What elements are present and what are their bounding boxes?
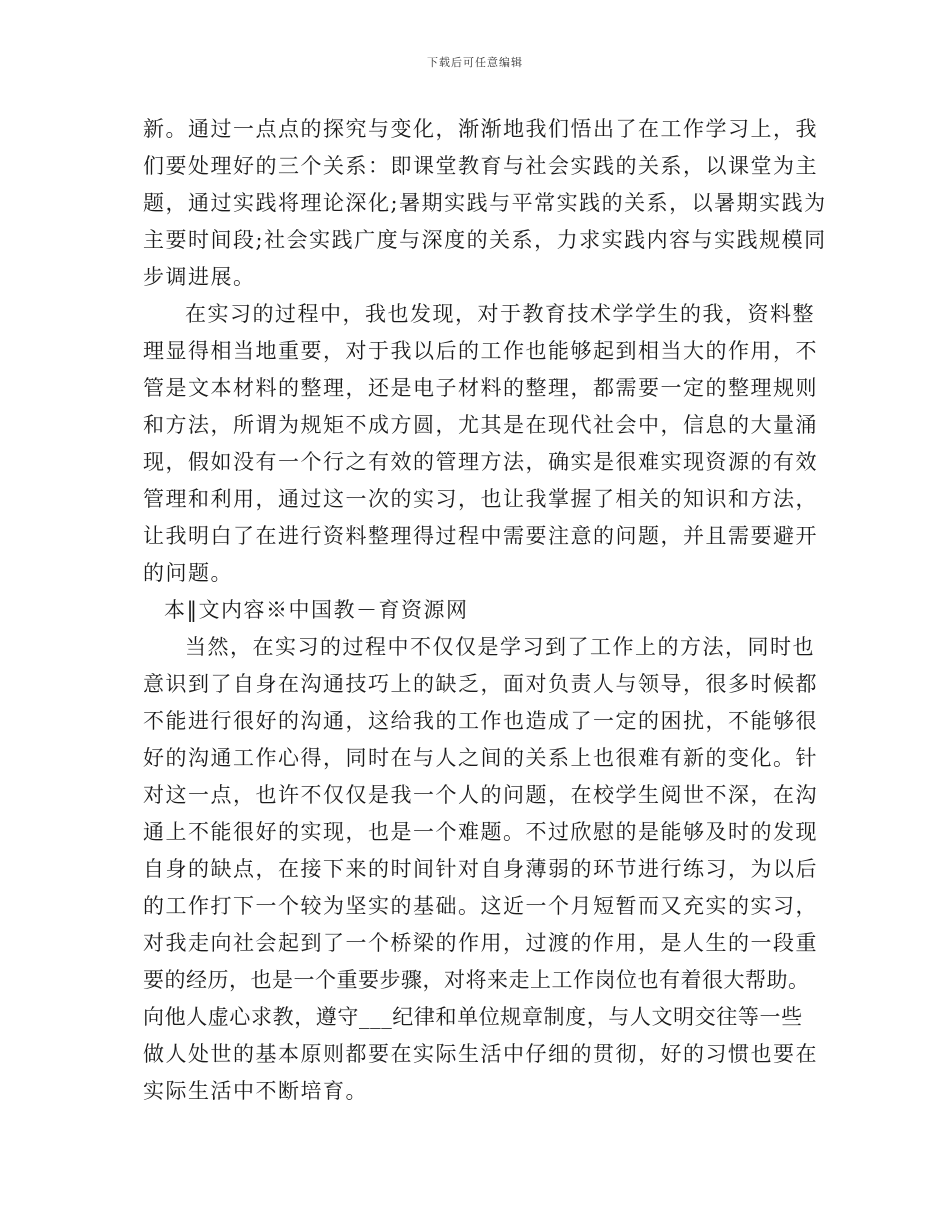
text-line: 的工作打下一个较为坚实的基础。这近一个月短暂而又充实的实习， xyxy=(143,894,818,918)
text-line: 自身的缺点，在接下来的时间针对自身薄弱的环节进行练习，为以后 xyxy=(143,857,818,881)
text-line: 现，假如没有一个行之有效的管理方法，确实是很难实现资源的有效 xyxy=(143,450,818,474)
text-line: 对这一点，也许不仅仅是我一个人的问题，在校学生阅世不深，在沟 xyxy=(143,783,818,807)
text-line: 理显得相当地重要，对于我以后的工作也能够起到相当大的作用，不 xyxy=(143,339,818,363)
text-line: 实际生活中不断培育。 xyxy=(143,1079,368,1103)
text-line: 们要处理好的三个关系：即课堂教育与社会实践的关系，以课堂为主 xyxy=(143,154,818,178)
text-line: 对我走向社会起到了一个桥梁的作用，过渡的作用，是人生的一段重 xyxy=(143,931,818,955)
text-line: 步调进展。 xyxy=(143,265,256,289)
text-line: 要的经历，也是一个重要步骤，对将来走上工作岗位也有着很大帮助。 xyxy=(143,968,810,992)
text-line: 通上不能很好的实现，也是一个难题。不过欣慰的是能够及时的发现 xyxy=(143,820,818,844)
page-header: 下载后可任意编辑 xyxy=(427,56,523,69)
text-line: 管理和利用，通过这一次的实习，也让我掌握了相关的知识和方法， xyxy=(143,487,818,511)
text-line: 的问题。 xyxy=(143,561,233,585)
text-line: 意识到了自身在沟通技巧上的缺乏，面对负责人与领导，很多时候都 xyxy=(143,672,818,696)
text-line: 不能进行很好的沟通，这给我的工作也造成了一定的困扰，不能够很 xyxy=(143,709,818,733)
text-line: 管是文本材料的整理，还是电子材料的整理，都需要一定的整理规则 xyxy=(143,376,818,400)
paragraph-start-line: 当然，在实习的过程中不仅仅是学习到了工作上的方法，同时也 xyxy=(185,635,815,659)
text-line: 向他人虚心求教，遵守___纪律和单位规章制度，与人文明交往等一些 xyxy=(143,1005,803,1029)
text-line: 和方法，所谓为规矩不成方圆，尤其是在现代社会中，信息的大量涌 xyxy=(143,413,818,437)
text-line: 好的沟通工作心得，同时在与人之间的关系上也很难有新的变化。针 xyxy=(143,746,818,770)
document-body xyxy=(143,111,827,1110)
source-note-line: 本‖文内容※中国教－育资源网 xyxy=(164,598,469,622)
text-line: 主要时间段;社会实践广度与深度的关系，力求实践内容与实践规模同 xyxy=(143,228,827,252)
paragraph-start-line: 在实习的过程中，我也发现，对于教育技术学学生的我，资料整 xyxy=(185,302,815,326)
text-line: 让我明白了在进行资料整理得过程中需要注意的问题，并且需要避开 xyxy=(143,524,818,548)
text-line: 做人处世的基本原则都要在实际生活中仔细的贯彻，好的习惯也要在 xyxy=(143,1042,818,1066)
text-line: 题，通过实践将理论深化;暑期实践与平常实践的关系，以暑期实践为 xyxy=(143,191,827,215)
text-line: 新。通过一点点的探究与变化，渐渐地我们悟出了在工作学习上，我 xyxy=(143,117,818,141)
